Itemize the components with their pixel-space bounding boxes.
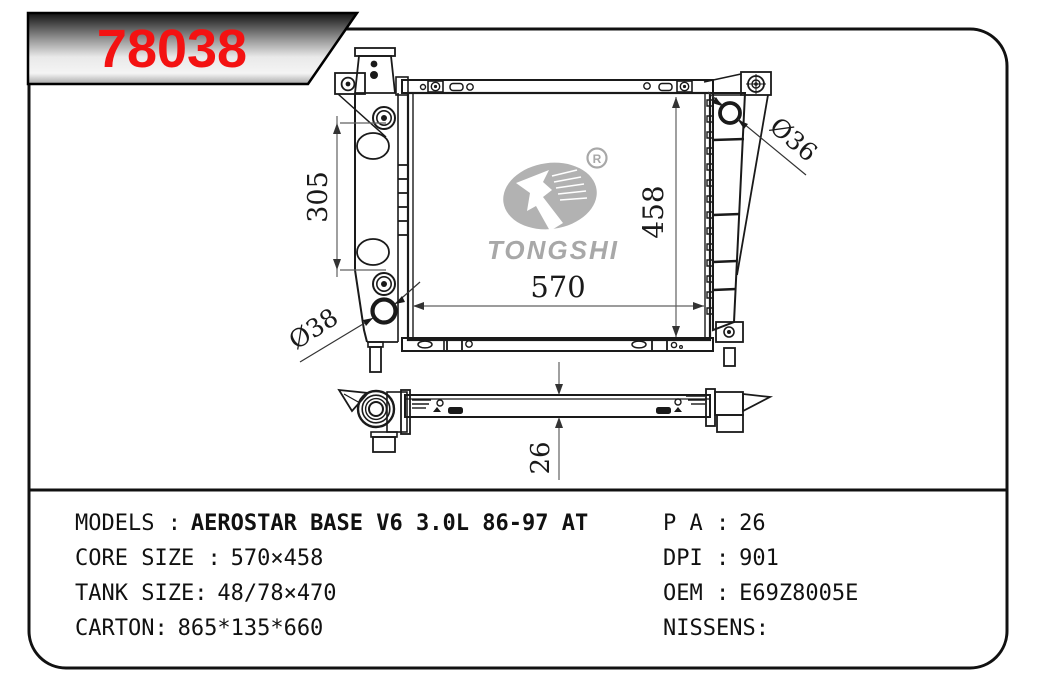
- dim-570-label: 570: [530, 270, 586, 304]
- tongshi-logo: [487, 149, 619, 266]
- logo-text: TONGSHI: [487, 235, 619, 265]
- spec-label: CARTON:: [75, 616, 168, 641]
- spec-column-right: [663, 506, 993, 646]
- spec-label: MODELS :: [75, 511, 181, 536]
- spec-row-carton: [75, 611, 635, 646]
- spec-value: 48/78×470: [217, 581, 337, 606]
- dim-36-label: Ø36: [764, 111, 823, 168]
- port-38-ring: [373, 300, 396, 323]
- spec-row-nissens: [663, 611, 993, 646]
- spec-label: NISSENS:: [663, 616, 769, 641]
- spec-row-tank-size: [75, 576, 635, 611]
- spec-column-left: [75, 506, 635, 646]
- dim-458-label: 458: [637, 185, 670, 239]
- spec-label: OEM :: [663, 581, 730, 606]
- spec-value: AEROSTAR BASE V6 3.0L 86-97 AT: [190, 511, 589, 536]
- dim-305-label: 305: [303, 171, 334, 223]
- port-36-ring: [720, 103, 740, 123]
- spec-row-core-size: [75, 541, 635, 576]
- spec-label: P A :: [663, 511, 730, 536]
- spec-value: 901: [739, 546, 779, 571]
- spec-label: TANK SIZE:: [75, 581, 208, 606]
- spec-value: 570×458: [230, 546, 324, 571]
- dim-38-label: Ø38: [283, 302, 344, 356]
- spec-row-pa: [663, 506, 993, 541]
- left-tank: [335, 48, 408, 372]
- spec-row-dpi: [663, 541, 993, 576]
- part-number: 78038: [96, 19, 248, 79]
- spec-row-oem: [663, 576, 993, 611]
- spec-value: 26: [739, 511, 766, 536]
- dim-26-label: 26: [526, 441, 556, 475]
- spec-value: 865*135*660: [177, 616, 324, 641]
- spec-label: DPI :: [663, 546, 730, 571]
- registered-mark: R: [592, 152, 602, 166]
- right-tank: [707, 72, 771, 366]
- spec-value: E69Z8005E: [739, 581, 859, 606]
- part-number-banner: [28, 13, 357, 84]
- spec-row-models: [75, 506, 635, 541]
- spec-label: CORE SIZE :: [75, 546, 221, 571]
